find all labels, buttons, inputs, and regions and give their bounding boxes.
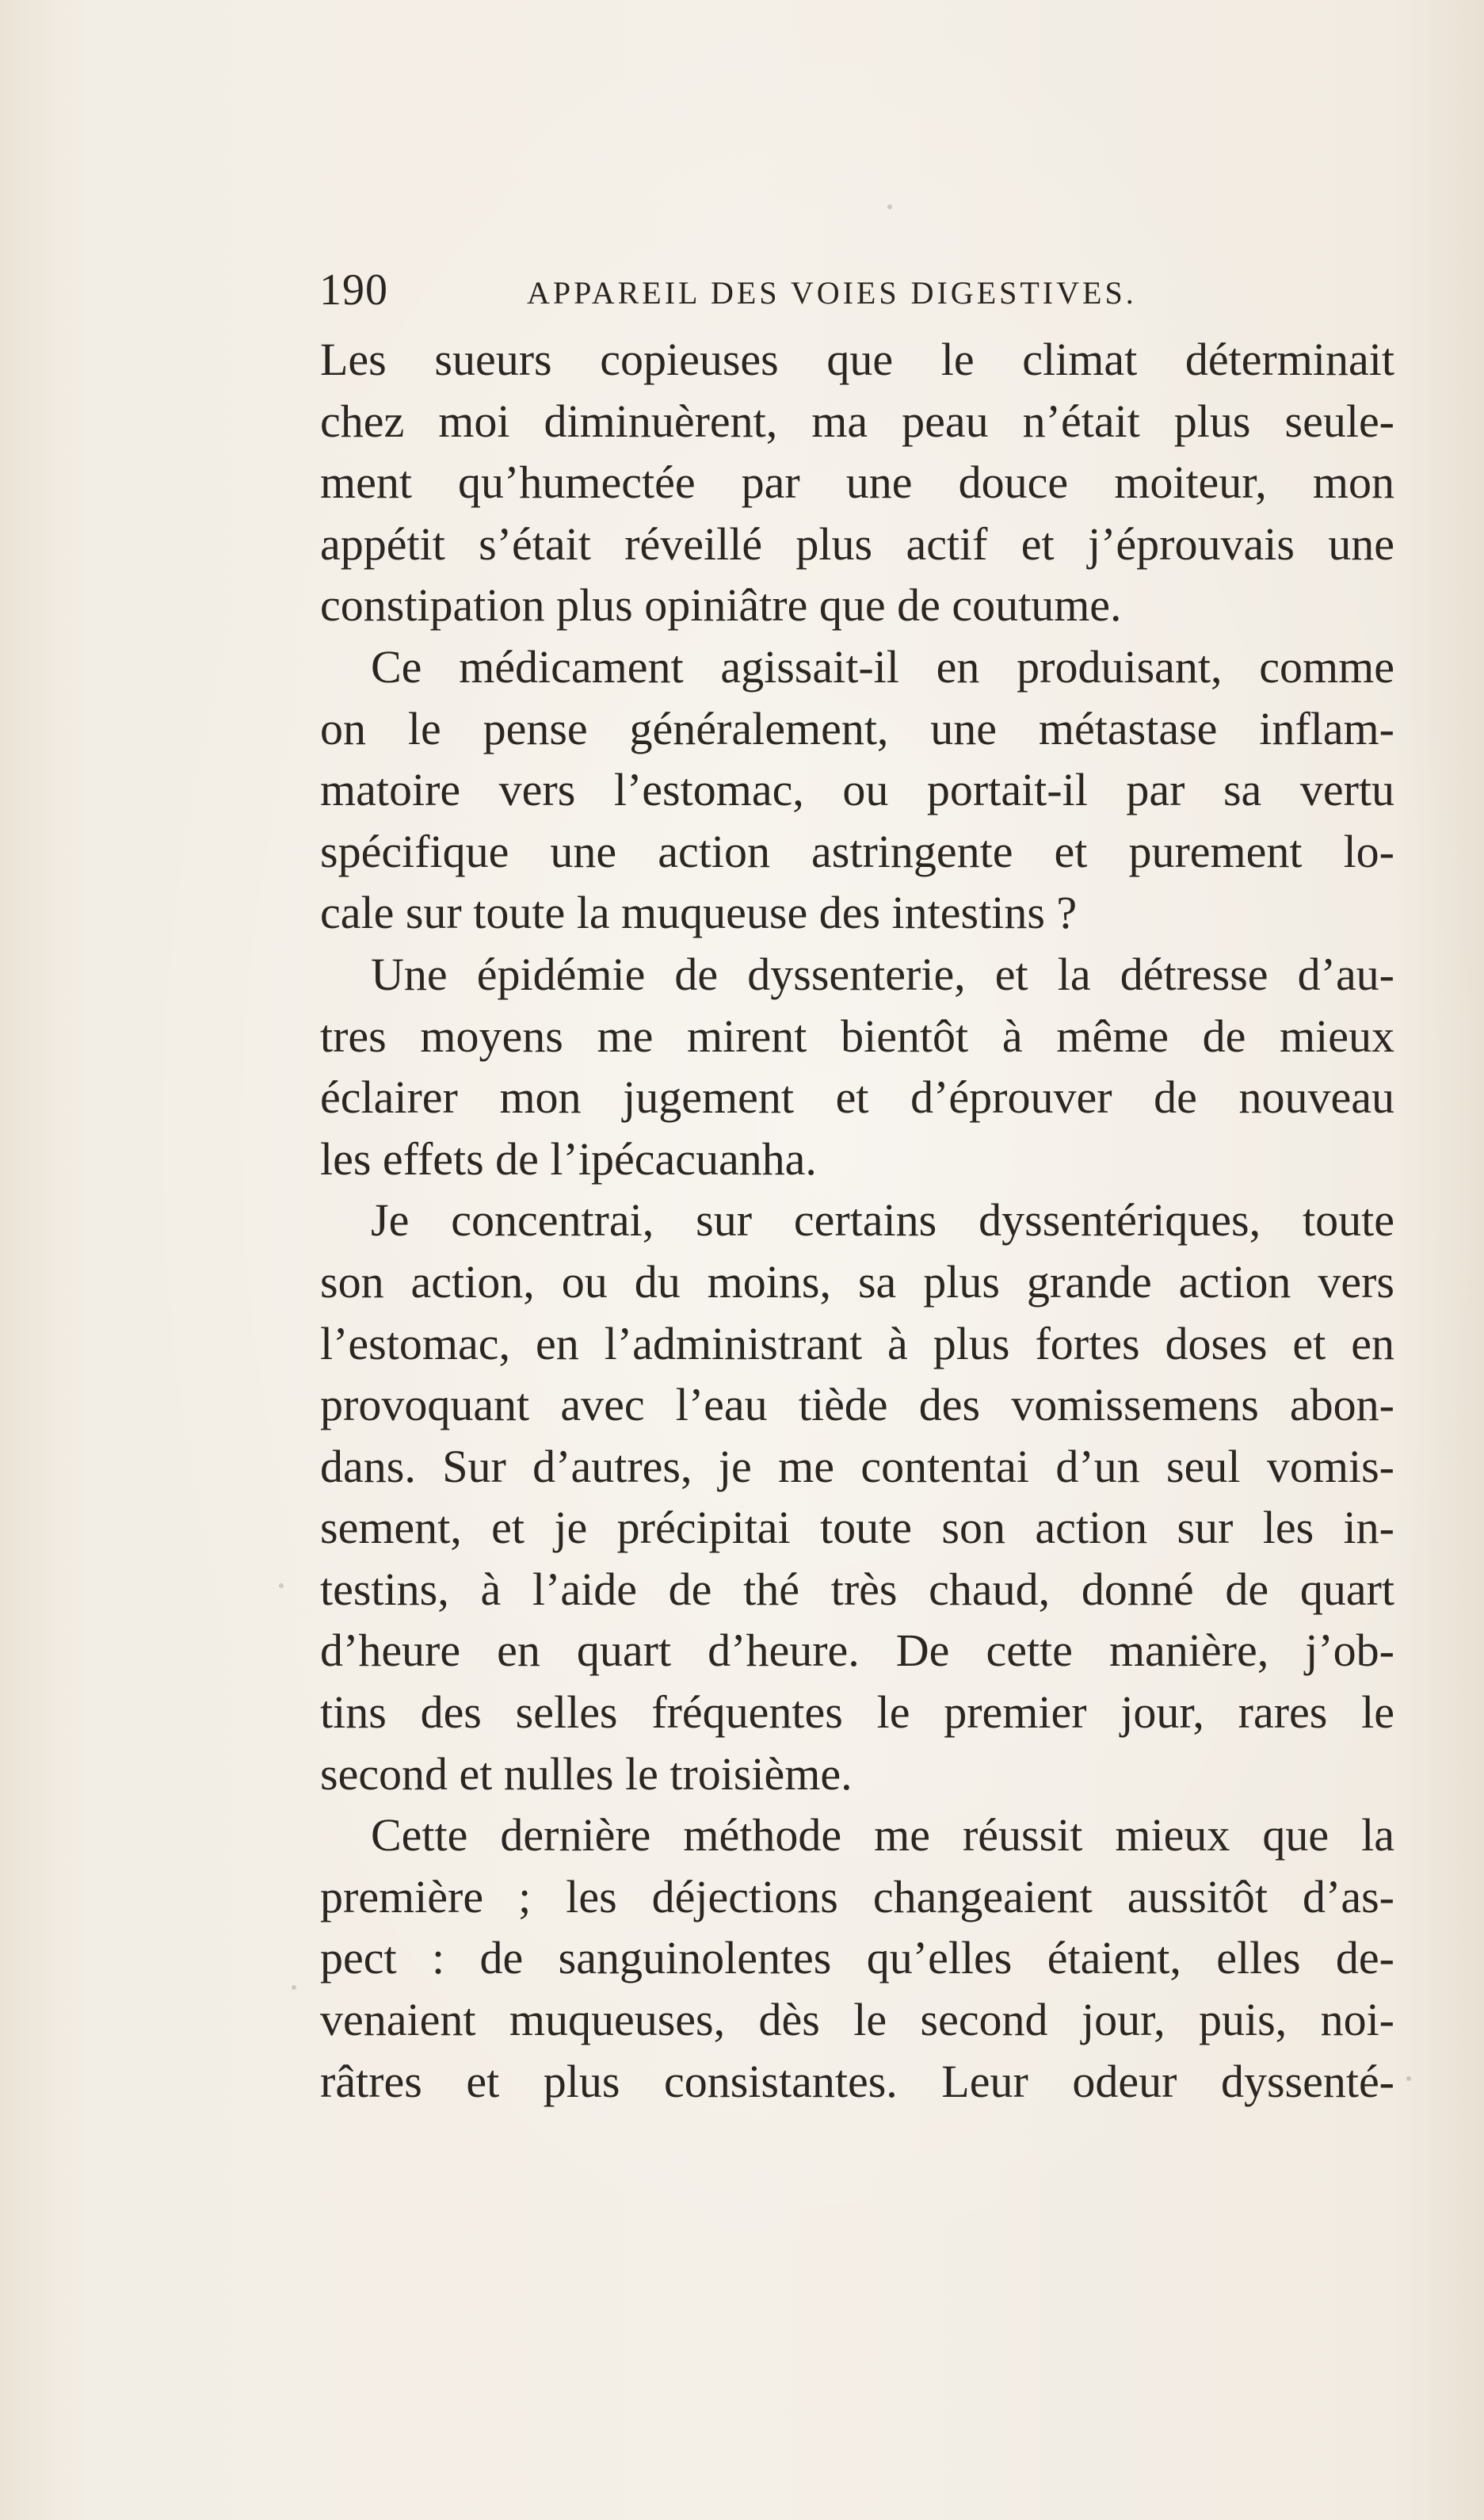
text-line: son action, ou du moins, sa plus grande action vers: [320, 1255, 1394, 1308]
paper-speck: [887, 204, 892, 209]
paragraph: [320, 636, 1394, 944]
text-line: pect : de sanguinolentes qu’elles étaient, elles de-: [320, 1932, 1394, 1984]
text-line: tres moyens me mirent bientôt à même de mieux: [320, 1010, 1394, 1062]
page-number: 190: [319, 265, 388, 315]
text-line: venaient muqueuses, dès le second jour, puis, noi-: [320, 1994, 1394, 2046]
text-line: Les sueurs copieuses que le climat déterminait: [320, 334, 1394, 385]
paragraph: [320, 1804, 1394, 2112]
text-line: ment qu’humectée par une douce moiteur, mon: [320, 456, 1394, 509]
paragraph: [320, 1189, 1394, 1804]
paper-speck: [279, 1583, 284, 1588]
running-head: [319, 265, 1397, 320]
text-line: testins, à l’aide de thé très chaud, donné de quart: [320, 1563, 1394, 1615]
text-line: l’estomac, en l’administrant à plus fortes doses et en: [320, 1317, 1394, 1369]
text-line: râtres et plus consistantes. Leur odeur dyssenté-: [320, 2055, 1394, 2107]
text-line: constipation plus opiniâtre que de coutume.: [320, 579, 1122, 632]
paper-speck: [1406, 2076, 1411, 2081]
text-line: chez moi diminuèrent, ma peau n’était plus seule-: [320, 395, 1394, 447]
text-line: dans. Sur d’autres, je me contentai d’un seul vomis-: [320, 1440, 1394, 1492]
text-line: éclairer mon jugement et d’éprouver de nouveau: [320, 1071, 1394, 1124]
running-title: APPAREIL DES VOIES DIGESTIVES.: [527, 275, 1137, 311]
text-line: Je concentrai, sur certains dyssentériques, toute: [371, 1194, 1394, 1247]
text-line: second et nulles le troisième.: [320, 1747, 853, 1800]
text-line: d’heure en quart d’heure. De cette manière, j’ob-: [320, 1625, 1394, 1677]
text-line: les effets de l’ipécacuanha.: [320, 1132, 817, 1185]
paper-speck: [292, 1985, 296, 1990]
text-line: tins des selles fréquentes le premier jour, rares le: [320, 1686, 1394, 1739]
text-line: Ce médicament agissait-il en produisant, comme: [371, 640, 1394, 693]
text-line: spécifique une action astringente et purement lo-: [320, 825, 1394, 877]
paragraph: [320, 329, 1394, 636]
text-line: sement, et je précipitai toute son action sur les in-: [320, 1502, 1394, 1554]
paragraph: [320, 944, 1394, 1189]
text-line: première ; les déjections changeaient aussitôt d’as-: [320, 1870, 1394, 1922]
text-line: on le pense généralement, une métastase inflam-: [320, 702, 1394, 754]
text-line: provoquant avec l’eau tiède des vomissemens abon-: [320, 1379, 1394, 1431]
text-line: appétit s’était réveillé plus actif et j’éprouvais une: [320, 517, 1394, 570]
body-text: [320, 329, 1394, 2112]
text-line: matoire vers l’estomac, ou portait-il par sa vertu: [320, 764, 1394, 816]
text-line: Une épidémie de dyssenterie, et la détresse d’au-: [371, 948, 1394, 1000]
text-line: Cette dernière méthode me réussit mieux que la: [371, 1809, 1394, 1861]
text-line: cale sur toute la muqueuse des intestins ?: [320, 887, 1078, 939]
